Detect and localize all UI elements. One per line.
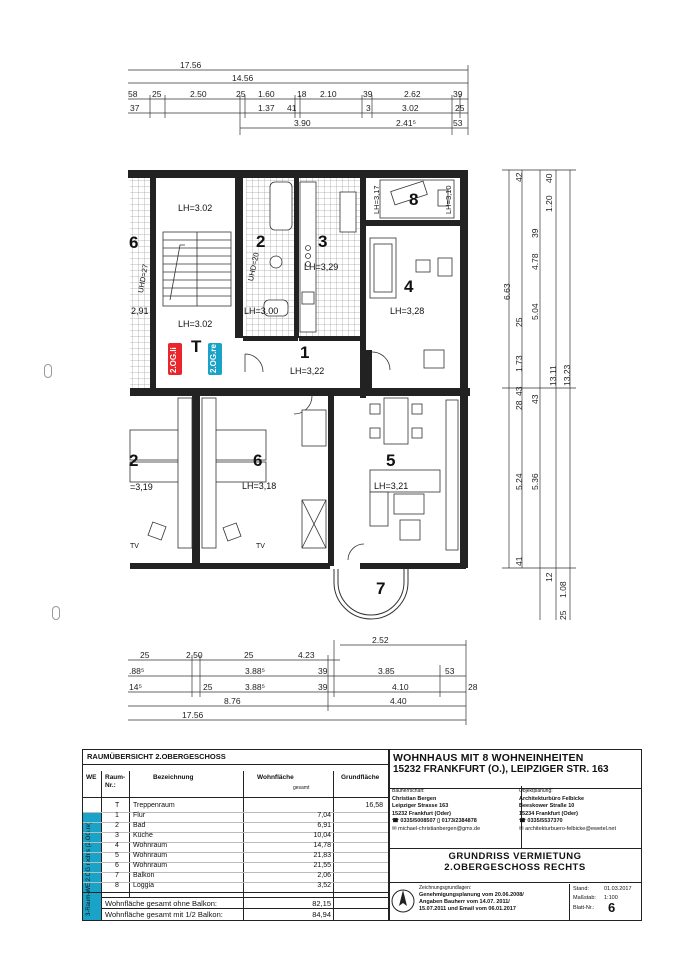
project-title [389,750,641,789]
total-with-half-balcony: Wohnfläche gesamt mit 1/2 Balkon: 84,94 [101,908,389,920]
top-dim-m: 41 [287,103,297,113]
project-title-line2: 15232 FRANKFURT (O.), LEIPZIGER STR. 163 [393,764,609,775]
bottom-dim-2: 25 [140,650,150,660]
top-dim-j: 39 [453,89,463,99]
bottom-dim-9: 3.85 [378,666,395,676]
right-dim-13: 13.23 [562,364,572,386]
right-dim-2: 39 [530,228,540,238]
top-dim-g: 2.10 [320,89,337,99]
bottom-dim-12: 25 [203,682,213,692]
bottom-dim-14: 39 [318,682,328,692]
right-dim-3: 4.78 [530,253,540,270]
phone-icon: ☎ [392,818,401,824]
bottom-dim-6: .88⁵ [129,666,145,676]
right-dim-7: 5.04 [530,303,540,320]
table-row: 3 Küche 10,04 [83,832,389,843]
top-dim-b: 25 [152,89,162,99]
badge-2og-re-label: 2.OG.re [209,344,218,373]
header-we: WE [86,774,97,781]
top-dim-total: 17.56 [180,60,202,70]
north-arrow-icon [389,884,417,920]
project-title-line1: WOHNHAUS MIT 8 WOHNEINHEITEN [393,752,584,764]
right-dim-5: 40 [544,173,554,183]
right-dim-4: 1.20 [544,195,554,212]
bottom-dim-13: 3.88⁵ [245,682,266,692]
stair-height-top: LH=3.02 [178,203,213,213]
right-dim-10: 43 [514,386,524,396]
total-without-balcony: Wohnfläche gesamt ohne Balkon: 82,15 [101,897,389,909]
header-wohnflaeche: Wohnfläche [257,774,294,781]
bottom-dim-19: 17.56 [182,710,204,720]
room-7-balkon-number: 7 [376,579,386,598]
mobile-icon: ▯ [437,818,441,824]
room-6-height: LH=3,18 [242,481,277,491]
room-2-bath-height: LH=3.00 [244,306,279,316]
bottom-dim-4: 25 [244,650,254,660]
table-row: 1 Flur 7,04 [83,812,389,823]
sheet-number: 6 [608,900,616,915]
side-label-text: 3-Raum-WE 2.OG rechts (2.OG.re) [86,821,92,916]
right-dim-19: 1.08 [558,581,568,598]
drawing-basis: Zeichnungsgrundlagen: Genehmigungsplanung vom 20.06.2008/ Angaben Bauherr vom 14.07. 2011/ 15.07.2011 und Email vom 06.01.2017 [419,885,524,912]
room-2-left-height: =3,19 [130,482,153,492]
header-bezeichnung: Bezeichnung [153,774,194,781]
top-dim-n: 3 [366,103,371,113]
top-dim-k: 37 [130,103,140,113]
room-5-number: 5 [386,451,396,470]
client-info: Bauherrschaft: Christian Bergen Leipziger Strasse 163 15232 Frankfurt (Oder) ☎ 0335/5008507 ▯ 0173/2384878 ✉ michael-christianbergen@gmx.de [389,786,522,849]
table-row: 2 Bad 6,91 [83,822,389,833]
bottom-dim-1: 2.52 [372,635,389,645]
table-row: 6 Wohnraum 21,55 [83,862,389,873]
right-dim-15: 5.36 [530,473,540,490]
left-uhd-label: UHD=27 [136,263,150,294]
phone-icon: ☎ [519,818,528,824]
bottom-dim-16: 28 [468,682,478,692]
table-row: 7 Balkon 2,06 [83,872,389,883]
bottom-dim-5: 4.23 [298,650,315,660]
architect-info: Objektplanung: Architekturbüro Felbicke Beeskower Straße 10 15234 Frankfurt (Oder) ☎ 0335/5537370 ✉ architekturbuero-felbicke@ewetel.net [516,786,641,849]
tv-outlet-left: TV [130,543,139,550]
bottom-dim-8: 39 [318,666,328,676]
right-dim-20: 25 [558,610,568,620]
room-1-flur-height: LH=3,22 [290,366,325,376]
mail-icon: ✉ [392,825,399,832]
bottom-dim-11: 14⁵ [129,682,142,692]
right-dim-16: 43 [530,394,540,404]
badge-2og-li-label: 2.OG.li [169,347,178,373]
room-6-left-number: 6 [129,233,139,252]
top-dim-o: 3.02 [402,103,419,113]
header-gesamt: gesamt [293,785,310,791]
right-dim-1: 42 [514,172,524,182]
room-4-height: LH=3,28 [390,306,425,316]
top-dim-c: 2.50 [190,89,207,99]
bottom-dim-3: 2.50 [186,650,203,660]
room-6-number: 6 [253,451,263,470]
room-6-left-height: 2,91 [131,306,149,316]
top-dim-r: 2.41⁵ [396,118,417,128]
top-dim-f: 18 [297,89,307,99]
loggia-height-1: LH=3,17 [372,185,381,214]
right-dim-18: 12 [544,572,554,582]
summary-title: RAUMÜBERSICHT 2.OBERGESCHOSS [83,750,389,765]
top-dim-h: 39 [363,89,373,99]
plan-title: GRUNDRISS VERMIETUNG 2.OBERGESCHOSS RECHTS [389,846,641,883]
right-dim-12: 13.11 [548,365,558,386]
table-row: 8 Loggia 3,52 [83,882,389,893]
top-dim-l: 1.37 [258,103,275,113]
right-dim-6: 6.63 [502,283,512,300]
room-3-kitchen-number: 3 [318,232,328,251]
tv-outlet-right: TV [256,543,265,550]
top-dim-e: 1.60 [258,89,275,99]
title-block [388,749,642,921]
bottom-dim-15: 4.10 [392,682,409,692]
right-dim-14: 5.24 [514,473,524,490]
room-2-left-number: 2 [129,451,139,470]
room-1-flur-number: 1 [300,343,310,362]
top-dim-i: 2.62 [404,89,421,99]
bath-uhd-label: UHD=20 [246,251,261,282]
room-3-kitchen-height: LH=3,29 [304,262,339,272]
top-dim-a: 58 [128,89,138,99]
stair-label: T [191,337,202,356]
top-dim-q: 3.90 [294,118,311,128]
table-row: 5 Wohnraum 21,83 [83,852,389,863]
right-dim-11: 28 [514,400,524,410]
bottom-dim-17: 8.76 [224,696,241,706]
bottom-dim-18: 4.40 [390,696,407,706]
top-dim-s: 53 [453,118,463,128]
sheet-info: Stand: 01.03.2017 Maßstab: 1:100 Blatt-Nr.: 6 [569,884,641,920]
loggia-height-2: LH=3,10 [444,185,453,214]
table-row: 4 Wohnraum 14,78 [83,842,389,853]
header-raum-nr: Raum-Nr.: [105,774,126,789]
room-summary-table [82,749,390,921]
right-dim-8: 25 [514,317,524,327]
header-grundflaeche: Grundfläche [341,774,380,781]
room-2-bath-number: 2 [256,232,266,251]
top-dim-d: 25 [236,89,246,99]
room-4-number: 4 [404,277,414,296]
mail-icon: ✉ [519,825,526,832]
bottom-dim-10: 53 [445,666,455,676]
stair-height-bottom: LH=3.02 [178,319,213,329]
room-5-height: LH=3,21 [374,481,409,491]
right-dim-17: 41 [514,556,524,566]
top-dim-inner: 14.56 [232,73,254,83]
bottom-dim-7: 3.88⁵ [245,666,266,676]
top-dim-p: 25 [455,103,465,113]
right-dim-9: 1.73 [514,355,524,372]
room-8-loggia-number: 8 [409,190,419,209]
table-row: T Treppenraum 16,58 [83,802,389,813]
